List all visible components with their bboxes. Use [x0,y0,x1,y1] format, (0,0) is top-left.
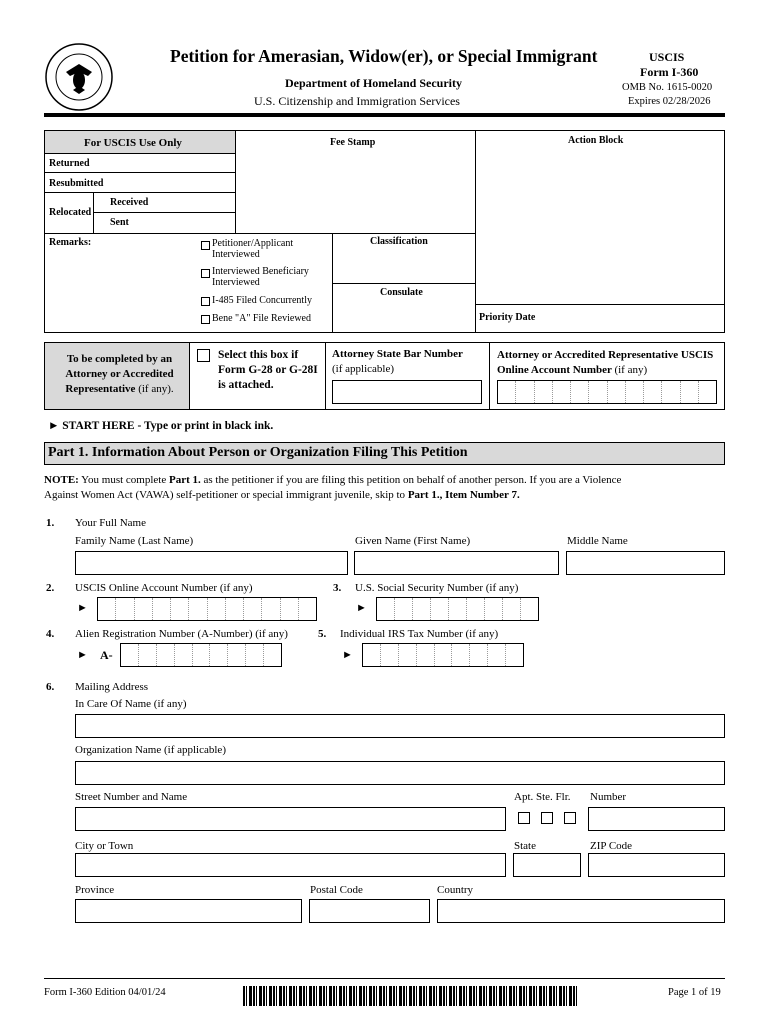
page-number: Page 1 of 19 [668,987,721,998]
dhs-seal [44,42,114,112]
classification-label: Classification [370,236,428,247]
bar-number-input[interactable] [332,380,482,404]
flr-checkbox[interactable] [564,812,576,824]
divider [93,212,235,213]
a-number-input[interactable] [120,643,282,667]
postal-code-label: Postal Code [310,884,363,896]
divider [93,193,94,233]
city-input[interactable] [75,853,506,877]
divider [235,131,236,234]
middle-name-label: Middle Name [567,535,628,547]
note-text-a: You must complete [78,474,169,486]
received-label: Received [110,197,149,208]
a-number-arrow: ► [77,649,88,661]
if-any: (if any). [138,383,174,395]
uscis-account-input[interactable] [97,597,317,621]
item-number-2: 2. [46,582,55,594]
returned-label: Returned [49,158,90,169]
a-number-label: Alien Registration Number (A-Number) (if any) [75,628,288,640]
uscis-account-arrow: ► [77,602,88,614]
country-label: Country [437,884,474,896]
beneficiary-interviewed-checkbox[interactable] [201,269,210,278]
for-uscis-use-only: For USCIS Use Only [84,137,182,149]
apt-number-input[interactable] [588,807,725,831]
divider [45,192,235,193]
ssn-arrow: ► [356,602,367,614]
ste-checkbox[interactable] [541,812,553,824]
state-label: State [514,840,536,852]
in-care-of-label: In Care Of Name (if any) [75,698,187,710]
form-edition: Form I-360 Edition 04/01/24 [44,987,166,998]
start-here: ► START HERE - Type or print in black ink. [48,420,274,432]
form-title: Petition for Amerasian, Widow(er), or Special Immigrant [170,46,598,66]
item-number-5: 5. [318,628,327,640]
remarks-label: Remarks: [49,237,92,248]
note-text-b: as the petitioner if you are filing this petition on behalf of another person. If you are a Violence [200,474,622,486]
fee-stamp-label: Fee Stamp [330,137,376,148]
file-reviewed-label: Bene "A" File Reviewed [212,313,311,324]
part1-note [44,473,729,503]
org-name-label: Organization Name (if applicable) [75,744,226,756]
i485-filed-label: I-485 Filed Concurrently [212,295,312,306]
relocated-label: Relocated [49,207,92,218]
bar-if-applicable: (if applicable) [332,363,394,375]
omb-number: OMB No. 1615-0020 [622,82,713,93]
beneficiary-interviewed-label: Interviewed Beneficiary Interviewed [212,266,309,288]
family-name-label: Family Name (Last Name) [75,535,194,547]
expiration-date: Expires 02/28/2026 [628,96,711,107]
g28-label: Select this box if Form G-28 or G-28I is attached. [218,349,318,391]
divider [476,304,724,305]
account-number-label [497,348,722,378]
agency: U.S. Citizenship and Immigration Services [254,94,460,108]
divider [489,343,490,409]
street-input[interactable] [75,807,506,831]
irs-arrow: ► [342,649,353,661]
department: Department of Homeland Security [285,76,462,90]
note-label: NOTE: [44,474,79,486]
zip-input[interactable] [588,853,725,877]
petitioner-interviewed-checkbox[interactable] [201,241,210,250]
action-block-label: Action Block [568,135,624,146]
resubmitted-label: Resubmitted [49,178,104,189]
g28-checkbox[interactable] [197,349,210,362]
ssn-label: U.S. Social Security Number (if any) [355,582,519,594]
account-number-text: Attorney or Accredited Representative USCIS Online Account Number [497,349,714,376]
file-reviewed-checkbox[interactable] [201,315,210,324]
sent-label: Sent [110,217,129,228]
uscis-account-label: USCIS Online Account Number (if any) [75,582,253,594]
a-number-prefix: A- [100,648,113,662]
given-name-label: Given Name (First Name) [355,535,471,547]
middle-name-input[interactable] [566,551,725,575]
item-number-3: 3. [333,582,342,594]
province-label: Province [75,884,115,896]
ssn-input[interactable] [376,597,539,621]
irs-input[interactable] [362,643,524,667]
divider [475,131,476,333]
mailing-address-label: Mailing Address [75,681,149,693]
divider [45,172,235,173]
header-rule [44,113,725,117]
city-label: City or Town [75,840,134,852]
item-number-1: 1. [46,517,55,529]
office-use-block [44,130,725,333]
irs-label: Individual IRS Tax Number (if any) [340,628,499,640]
bar-number-label: Attorney State Bar Number [332,348,463,360]
divider [325,343,326,409]
in-care-of-input[interactable] [75,714,725,738]
note-part1: Part 1. [169,474,201,486]
zip-label: ZIP Code [590,840,633,852]
divider [45,233,475,234]
item-number-4: 4. [46,628,55,640]
i485-filed-checkbox[interactable] [201,297,210,306]
note-text-c: Against Women Act (VAWA) self-petitioner or special immigrant juvenile, skip to [44,489,408,501]
note-skip: Part 1., Item Number 7. [407,489,520,501]
org-name-input[interactable] [75,761,725,785]
postal-code-input[interactable] [309,899,430,923]
barcode [243,986,579,1006]
given-name-input[interactable] [354,551,559,575]
street-label: Street Number and Name [75,791,188,803]
number-label: Number [590,791,627,803]
priority-date-label: Priority Date [479,312,536,323]
footer-rule [44,978,725,979]
state-select[interactable] [513,853,581,877]
apt-ste-flr-label: Apt. Ste. Flr. [514,791,571,803]
apt-checkbox[interactable] [518,812,530,824]
attorney-instruction [52,352,187,397]
divider [333,283,475,284]
uscis-label: USCIS [649,50,685,64]
attorney-account-input[interactable] [497,380,717,404]
form-number: Form I-360 [640,65,699,79]
country-input[interactable] [437,899,725,923]
item-number-6: 6. [46,681,55,693]
family-name-input[interactable] [75,551,348,575]
petitioner-interviewed-label: Petitioner/Applicant Interviewed [212,238,294,260]
province-input[interactable] [75,899,302,923]
to-be-completed: To be completed by an Attorney or Accredited Representative [65,353,174,395]
account-if-any: (if any) [614,364,648,376]
part1-title: Part 1. Information About Person or Organization Filing This Petition [48,445,468,460]
full-name-label: Your Full Name [75,517,147,529]
consulate-label: Consulate [380,287,423,298]
